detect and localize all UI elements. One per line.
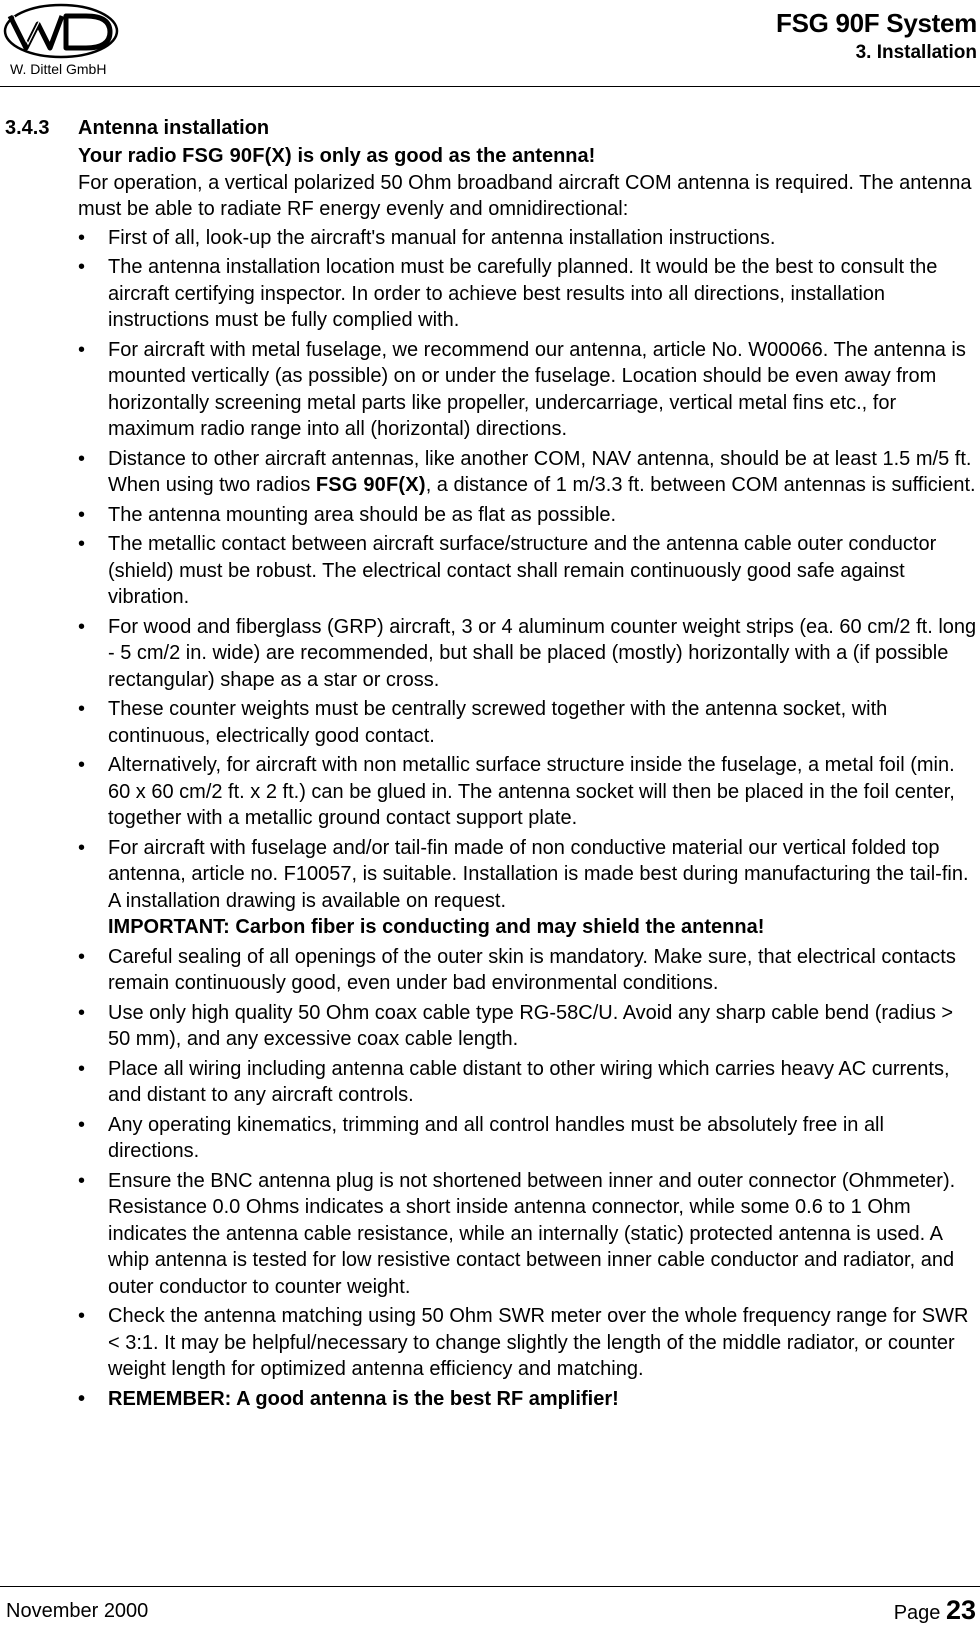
lead-prefix: Your radio — [78, 145, 183, 167]
lead-suffix: is only as good as the antenna! — [291, 145, 596, 167]
page-header — [0, 0, 980, 87]
list-item: • Any operating kinematics, trimming and all control handles must be absolutely free in all directions. — [78, 1113, 884, 1162]
company-name: W. Dittel GmbH — [10, 61, 107, 77]
list-item: • The antenna mounting area should be as flat as possible. — [78, 503, 617, 526]
list-item: • The antenna installation location must be carefully planned. It would be the best to consult the aircraft certifying inspector. In order to achieve best results into all directions, installation instructions must be fully complied with. — [78, 256, 938, 331]
list-item: • For aircraft with metal fuselage, we recommend our antenna, article No. W00066. The antenna is mounted vertically (as possible) on or under the fuselage. Location should be even away from horizontally screening metal parts like propeller, undercarriage, vertical metal fins etc., for maximum radio range into all (horizontal) directions. — [78, 338, 966, 440]
closing-remark: REMEMBER: A good antenna is the best RF amplifier! — [108, 1387, 619, 1410]
page-number: Page 23 — [893, 1595, 976, 1625]
section-body — [78, 143, 978, 1412]
list-item: • First of all, look-up the aircraft's manual for antenna installation instructions. — [78, 226, 776, 249]
list-item: • Use only high quality 50 Ohm coax cable type RG-58C/U. Avoid any sharp cable bend (radius > 50 mm), and any excessive coax cable length. — [78, 1001, 954, 1050]
page-content — [0, 115, 980, 1415]
chapter-title: 3. Installation — [855, 42, 977, 63]
section-heading — [0, 115, 980, 143]
wd-logo-icon — [2, 2, 120, 60]
list-item: • Careful sealing of all openings of the outer skin is mandatory. Make sure, that electrical contacts remain continuously good, even under bad environmental conditions. — [78, 945, 956, 994]
product-name: FSG 90F(X) — [315, 474, 426, 496]
section-title: Antenna installation — [78, 117, 270, 139]
lead-line — [78, 143, 978, 170]
list-item: • Ensure the BNC antenna plug is not shortened between inner and outer connector (Ohmmeter). Resistance 0.0 Ohms indicates a short inside antenna connector, while some 0.6 to 1 Ohm indicates the antenna cable resistance, while an internally (static) protected antenna is used. A whip antenna is tested for low resistive contact between inner cable conductor and radiator, and outer conductor to counter weight. — [78, 1169, 956, 1298]
page-footer — [0, 1586, 980, 1633]
list-item: • REMEMBER: A good antenna is the best RF amplifier! — [78, 1387, 619, 1410]
list-item: • Distance to other aircraft antennas, like another COM, NAV antenna, should be at least 1.5 m/5 ft. When using two radios FSG 90F(X), a distance of 1 m/3.3 ft. between COM antennas is sufficient. — [78, 447, 976, 496]
company-logo — [2, 2, 122, 78]
footer-date: November 2000 — [6, 1600, 149, 1622]
list-item: • For aircraft with fuselage and/or tail-fin made of non conductive material our vertical folded top antenna, article no. F10057, is suitable. Installation is made best during manufacturing the tail-fin. A installation drawing is available on request. IMPORTANT: Carbon fiber is conducting and may shield the antenna! — [78, 836, 969, 938]
list-item: • These counter weights must be centrally screwed together with the antenna socket, with continuous, electrically good contact. — [78, 698, 888, 747]
list-item: • Place all wiring including antenna cable distant to other wiring which carries heavy AC currents, and distant to any aircraft controls. — [78, 1057, 950, 1106]
list-item: • The metallic contact between aircraft surface/structure and the antenna cable outer conductor (shield) must be robust. The electrical contact shall remain continuously good safe against vibration. — [78, 533, 937, 608]
list-item: • Alternatively, for aircraft with non metallic surface structure inside the fuselage, a metal foil (min. 60 x 60 cm/2 ft. x 2 ft.) can be glued in. The antenna socket will then be placed in the foil center, together with a metallic ground contact support plate. — [78, 754, 955, 829]
product-name: FSG 90F(X) — [182, 145, 292, 167]
document-title: FSG 90F System — [776, 8, 977, 38]
intro-paragraph: For operation, a vertical polarized 50 Ohm broadband aircraft COM antenna is required. The antenna must be able to radiate RF energy evenly and omnidirectional: — [78, 171, 972, 220]
section-number: 3.4.3 — [5, 117, 50, 139]
list-item: • Check the antenna matching using 50 Ohm SWR meter over the whole frequency range for SWR < 3:1. It may be helpful/necessary to change slightly the length of the middle radiator, or counter weight length for optimized antenna efficiency and matching. — [78, 1305, 969, 1380]
instruction-list — [78, 225, 978, 1413]
list-item: • For wood and fiberglass (GRP) aircraft, 3 or 4 aluminum counter weight strips (ea. 60 cm/2 ft. long - 5 cm/2 in. wide) are recommended, but shall be placed (mostly) horizontally with a (if possible rectangular) shape as a star or cross. — [78, 615, 977, 691]
important-note: IMPORTANT: Carbon fiber is conducting and may shield the antenna! — [108, 916, 765, 938]
